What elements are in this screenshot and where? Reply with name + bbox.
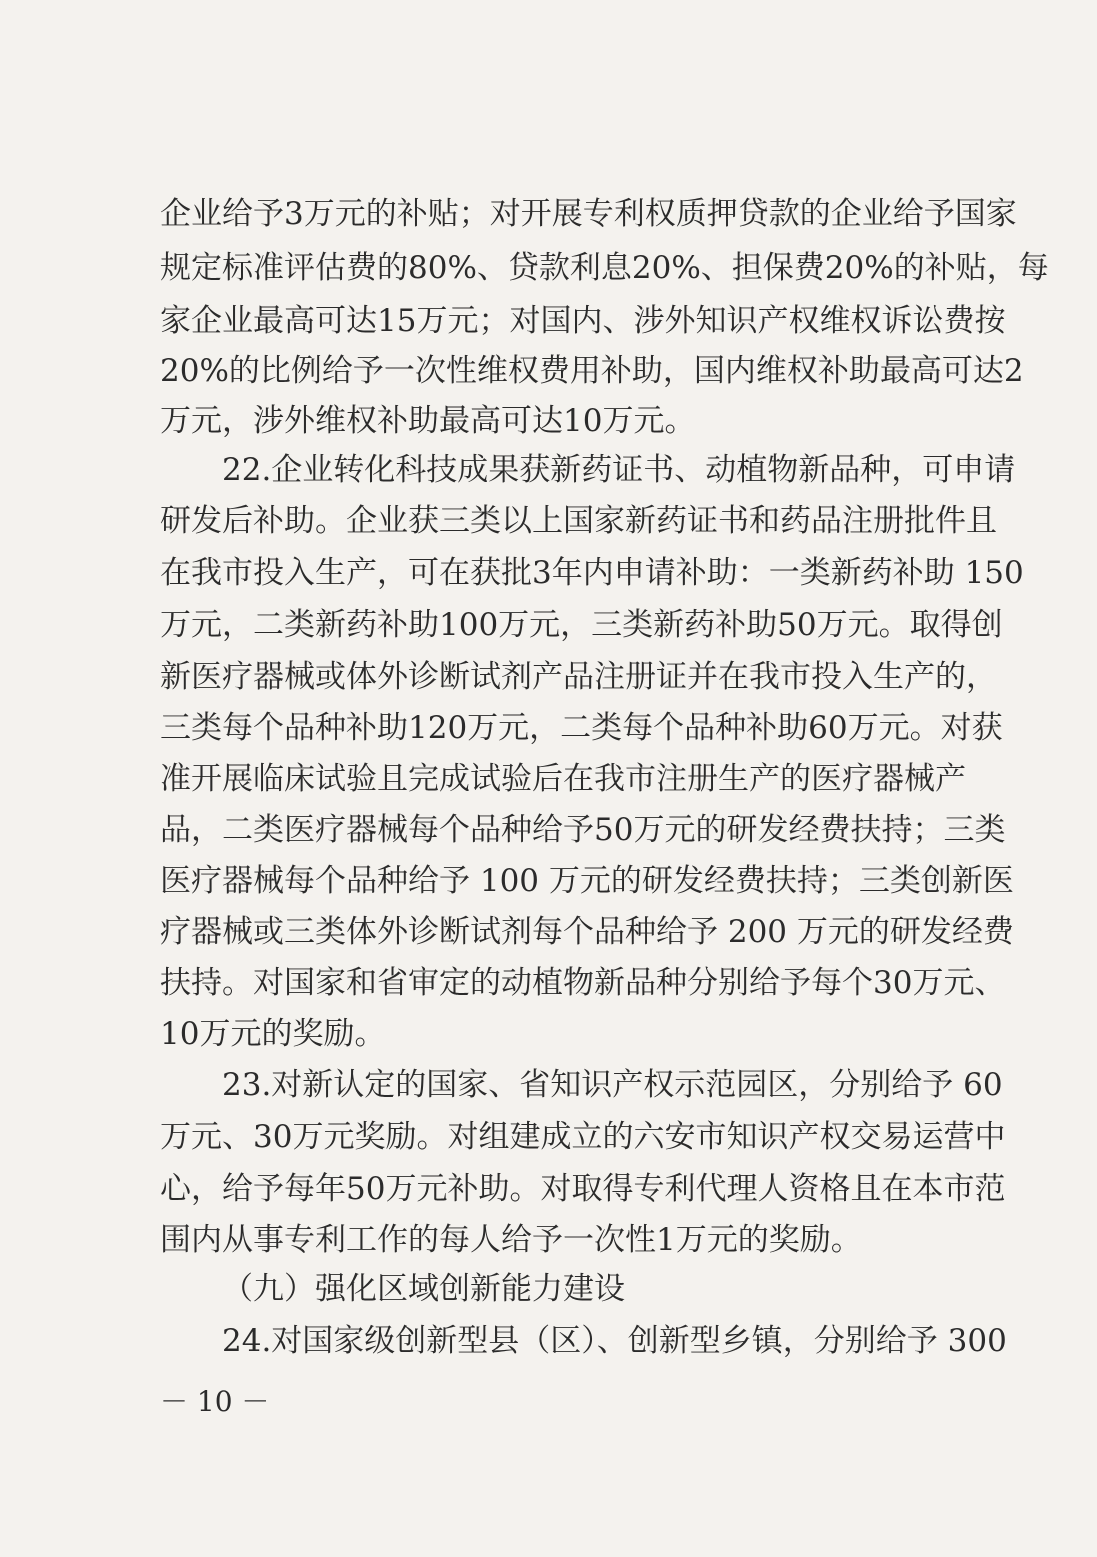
text-line: 准开展临床试验且完成试验后在我市注册生产的医疗器械产: [160, 761, 966, 797]
text-line: 家企业最高可达15万元；对国内、涉外知识产权维权诉讼费按: [160, 303, 1006, 339]
text-line: 围内从事专利工作的每人给予一次性1万元的奖励。: [160, 1222, 862, 1258]
text-line: 医疗器械每个品种给予 100 万元的研发经费扶持；三类创新医: [160, 863, 1014, 899]
text-line: 疗器械或三类体外诊断试剂每个品种给予 200 万元的研发经费: [160, 914, 1014, 950]
paragraph-23-start: 23.对新认定的国家、省知识产权示范园区，分别给予 60: [222, 1067, 1003, 1103]
text-line: 研发后补助。企业获三类以上国家新药证书和药品注册批件且: [160, 503, 997, 539]
section-heading: （九）强化区域创新能力建设: [222, 1271, 625, 1307]
text-line: 万元、30万元奖励。对组建成立的六安市知识产权交易运营中: [160, 1119, 1006, 1155]
text-line: 企业给予3万元的补贴；对开展专利权质押贷款的企业给予国家: [160, 196, 1017, 232]
text-line: 10万元的奖励。: [160, 1016, 386, 1052]
text-line: 在我市投入生产，可在获批3年内申请补助：一类新药补助 150: [160, 555, 1024, 591]
text-line: 三类每个品种补助120万元，二类每个品种补助60万元。对获: [160, 710, 1003, 746]
paragraph-22-start: 22.企业转化科技成果获新药证书、动植物新品种，可申请: [222, 452, 1016, 488]
text-line: 新医疗器械或体外诊断试剂产品注册证并在我市投入生产的，: [160, 659, 997, 695]
text-line: 万元，涉外维权补助最高可达10万元。: [160, 403, 696, 439]
text-line: 品，二类医疗器械每个品种给予50万元的研发经费扶持；三类: [160, 812, 1006, 848]
text-line: 规定标准评估费的80%、贷款利息20%、担保费20%的补贴，每: [160, 250, 1049, 286]
text-line: 扶持。对国家和省审定的动植物新品种分别给予每个30万元、: [160, 965, 1006, 1001]
paragraph-24-start: 24.对国家级创新型县（区）、创新型乡镇，分别给予 300: [222, 1323, 1007, 1359]
text-line: 万元，二类新药补助100万元，三类新药补助50万元。取得创: [160, 607, 1003, 643]
text-line: 20%的比例给予一次性维权费用补助，国内维权补助最高可达2: [160, 353, 1024, 389]
text-line: 心，给予每年50万元补助。对取得专利代理人资格且在本市范: [160, 1171, 1006, 1207]
page-number: － 10 －: [160, 1385, 270, 1418]
